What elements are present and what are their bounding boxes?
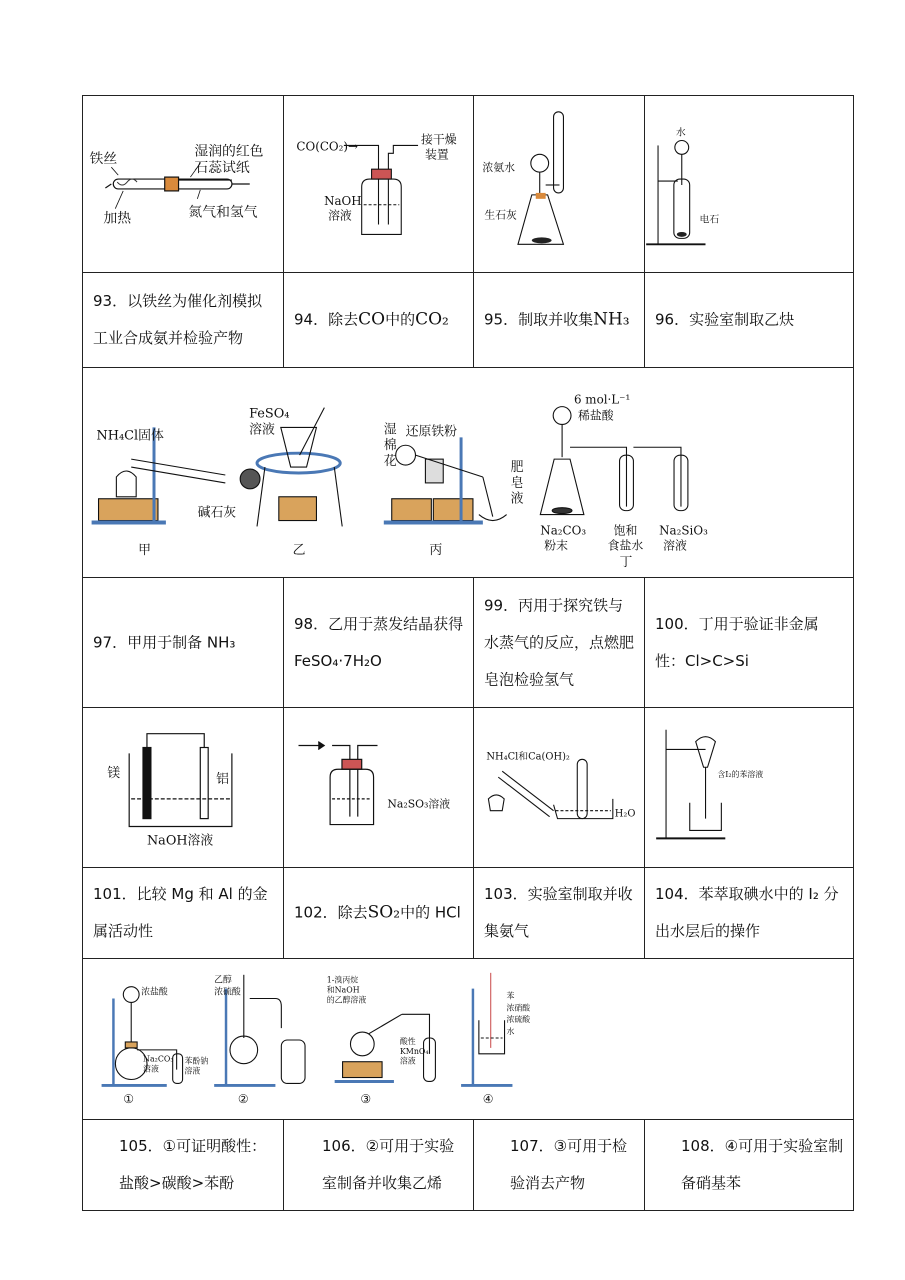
label-litmus-1: 湿润的红色 [194, 143, 264, 160]
figure-94-cell [284, 96, 474, 272]
caption-text: ④可用于实验室制备硝基苯 [681, 1137, 844, 1192]
caption-1: ① [123, 1092, 134, 1107]
label-na2sio3-2: 溶液 [663, 538, 687, 553]
label-brine-1: 饱和 [613, 523, 638, 538]
caption-yi: 乙 [292, 543, 306, 559]
label-magnesium: 镁 [107, 766, 121, 782]
caption-4: ④ [482, 1092, 494, 1107]
caption-text: 比较 Mg 和 Al 的金属活动性 [93, 885, 268, 940]
experiment-table [82, 95, 854, 1211]
caption-98-cell [284, 578, 474, 707]
label-conc-hcl: 浓盐酸 [141, 987, 168, 998]
caption-text: 中的 HCl [400, 903, 461, 922]
label-dry-device-1: 接干燥 [421, 132, 457, 147]
item-number: 96． [655, 310, 690, 329]
figure-row-3 [82, 707, 854, 868]
label-brine-2: 食盐水 [607, 538, 644, 553]
caption-row-2 [82, 577, 854, 708]
apparatus-bing [384, 437, 507, 522]
caption-ding: 丁 [619, 555, 633, 571]
caption-text: 实验室制取乙炔 [689, 310, 795, 329]
item-number: 97． [93, 633, 128, 651]
label-benzene: 苯 [506, 991, 515, 1001]
figure-101-cell [83, 708, 284, 867]
figure-103 [474, 708, 644, 867]
item-number: 106． [322, 1137, 366, 1155]
label-na2sio3-1: Na₂SiO₃ [659, 523, 708, 538]
caption-98 [294, 606, 465, 680]
caption-101-cell [83, 868, 284, 958]
caption-102 [294, 895, 465, 932]
caption-104 [655, 876, 845, 950]
caption-107-cell [474, 1120, 645, 1210]
caption-103 [484, 876, 636, 950]
label-wet-3: 花 [383, 454, 397, 470]
label-co-input: CO(CO₂)→ [296, 139, 358, 154]
caption-93 [93, 283, 275, 357]
item-number: 108． [681, 1137, 725, 1155]
caption-93-cell [83, 273, 284, 367]
label-acid-1: 6 mol·L⁻¹ [573, 392, 631, 407]
label-naoh-1: NaOH [324, 193, 362, 208]
label-water: 水 [675, 127, 686, 139]
label-na2co3-sol-2: 溶液 [143, 1064, 159, 1074]
caption-99-cell [474, 578, 645, 707]
item-number: 103． [484, 885, 528, 903]
label-iron-wire: 铁丝 [89, 151, 118, 168]
label-acid-2: 稀盐酸 [577, 408, 614, 423]
caption-97 [93, 624, 275, 661]
caption-text: 甲用于制备 NH₃ [127, 633, 236, 651]
caption-text: ②可用于实验室制备并收集乙烯 [322, 1137, 455, 1192]
item-number: 94． [294, 310, 329, 329]
caption-108 [681, 1128, 845, 1202]
label-calcium-carbide: 电石 [699, 214, 720, 226]
label-na2co3-1: Na₂CO₃ [540, 523, 587, 538]
label-soap-2: 皂 [510, 475, 524, 491]
label-conc-h2so4: 浓硫酸 [214, 987, 241, 998]
label-water-4: 水 [506, 1027, 515, 1037]
caption-formula-co2: CO₂ [415, 309, 449, 330]
label-naoh-2: 溶液 [328, 208, 352, 223]
label-iron-powder: 还原铁粉 [405, 424, 458, 440]
caption-bing: 丙 [429, 543, 443, 559]
caption-text: 中的 [385, 310, 416, 329]
caption-row-3 [82, 867, 854, 959]
item-number: 93． [93, 292, 128, 310]
figure-104 [645, 708, 853, 867]
item-number: 102． [294, 903, 338, 922]
label-bromopropane-1: 1-溴丙烷 [326, 975, 359, 985]
figure-102 [284, 708, 473, 867]
figure-101 [83, 708, 283, 867]
label-soda-lime: 碱石灰 [197, 505, 237, 521]
item-number: 100． [655, 614, 699, 633]
label-na2co3-2: 粉末 [544, 538, 569, 553]
label-heat: 加热 [103, 210, 132, 227]
label-iodine-benzene: 含I₂的苯溶液 [717, 770, 764, 780]
caption-95-cell [474, 273, 645, 367]
label-gas: 氮气和氢气 [188, 204, 258, 221]
caption-106 [322, 1128, 465, 1202]
caption-text: 实验室制取并收集氨气 [484, 885, 633, 940]
label-h2o: H₂O [614, 808, 636, 820]
apparatus-1 [102, 987, 183, 1086]
label-phenoxide-1: 苯酚钠 [184, 1056, 209, 1066]
figure-row-1 [82, 95, 854, 273]
figure-93 [83, 96, 283, 272]
label-dry-device-2: 装置 [424, 147, 449, 162]
caption-row-1 [82, 272, 854, 368]
caption-text: 乙用于蒸发结晶获得 FeSO₄·7H₂O [294, 614, 464, 670]
label-soap-1: 肥 [510, 460, 524, 476]
label-wet-2: 棉 [383, 438, 397, 454]
label-nh4cl: NH₄Cl固体 [96, 428, 164, 444]
item-number: 107． [510, 1137, 554, 1155]
figure-1-4 [83, 959, 853, 1119]
caption-3: ③ [360, 1092, 371, 1107]
caption-text: ①可证明酸性：盐酸>碳酸>苯酚 [119, 1137, 267, 1192]
label-wet-1: 湿 [383, 422, 397, 438]
item-number: 95． [484, 310, 519, 329]
caption-107 [510, 1128, 636, 1202]
label-conc-h2so4-2: 浓硫酸 [506, 1015, 531, 1025]
caption-2: ② [237, 1092, 249, 1107]
caption-95 [484, 302, 636, 339]
caption-jia: 甲 [138, 543, 152, 559]
label-bromopropane-2: 和NaOH [326, 985, 360, 995]
item-number: 105． [119, 1137, 163, 1155]
label-na2co3-sol-1: Na₂CO₃ [143, 1054, 174, 1064]
label-naoh-solution: NaOH溶液 [146, 833, 214, 849]
caption-text: 除去 [337, 903, 368, 922]
caption-text: 丁用于验证非金属性：Cl>C>Si [655, 614, 819, 670]
caption-103-cell [474, 868, 645, 958]
figure-95 [474, 96, 644, 272]
caption-100-cell [645, 578, 853, 707]
label-quicklime: 生石灰 [484, 208, 517, 222]
caption-105-cell [83, 1120, 284, 1210]
figure-96-cell [645, 96, 853, 272]
label-conc-hno3: 浓硝酸 [506, 1003, 531, 1013]
figure-102-cell [284, 708, 474, 867]
label-feso4-2: 溶液 [249, 422, 275, 438]
caption-105 [119, 1128, 275, 1202]
caption-108-cell [645, 1120, 853, 1210]
figure-row-4 [82, 958, 854, 1120]
label-feso4-1: FeSO₄ [249, 406, 290, 422]
label-nh4cl-caoh2: NH₄Cl和Ca(OH)₂ [486, 751, 570, 763]
caption-formula-nh3: NH₃ [593, 309, 630, 330]
figure-row-2 [82, 367, 854, 578]
caption-106-cell [284, 1120, 474, 1210]
caption-94 [294, 302, 465, 339]
label-kmno4-3: 溶液 [399, 1056, 416, 1066]
label-phenoxide-2: 溶液 [184, 1066, 201, 1076]
label-soap-3: 液 [510, 491, 524, 507]
caption-text: 除去 [328, 310, 359, 329]
caption-96 [655, 302, 845, 339]
caption-text: 丙用于探究铁与水蒸气的反应，点燃肥皂泡检验氢气 [484, 596, 635, 688]
label-litmus-2: 石蕊试纸 [194, 160, 250, 177]
item-number: 99． [484, 596, 519, 614]
caption-text: 苯萃取碘水中的 I₂ 分出水层后的操作 [655, 885, 839, 940]
figure-104-cell [645, 708, 853, 867]
item-number: 101． [93, 885, 137, 903]
figure-103-cell [474, 708, 645, 867]
caption-102-cell [284, 868, 474, 958]
caption-text: ③可用于检验消去产物 [510, 1137, 628, 1192]
label-kmno4-2: KMnO₄ [399, 1046, 429, 1056]
caption-104-cell [645, 868, 853, 958]
caption-100 [655, 606, 845, 680]
label-aluminum: 铝 [216, 772, 229, 788]
apparatus-ding [540, 407, 688, 515]
label-kmno4-1: 酸性 [399, 1036, 416, 1046]
item-number: 104． [655, 885, 699, 903]
label-na2so3: Na₂SO₃溶液 [387, 797, 451, 811]
label-bromopropane-3: 的乙醇溶液 [326, 995, 367, 1005]
figure-94 [284, 96, 473, 272]
figure-96 [645, 96, 853, 272]
apparatus-4 [461, 973, 512, 1086]
caption-97-cell [83, 578, 284, 707]
item-number: 98． [294, 614, 329, 633]
caption-99 [484, 587, 636, 698]
figure-93-cell [83, 96, 284, 272]
label-ammonia-water: 浓氨水 [482, 161, 515, 175]
caption-101 [93, 876, 275, 950]
caption-94-cell [284, 273, 474, 367]
label-ethanol: 乙醇 [214, 975, 232, 986]
caption-row-4 [82, 1119, 854, 1211]
caption-formula-co: CO [358, 309, 386, 330]
caption-text: 以铁丝为催化剂模拟工业合成氨并检验产物 [93, 292, 263, 347]
caption-text: 制取并收集 [518, 310, 594, 329]
caption-formula-so2: SO₂ [367, 902, 401, 923]
figure-jia-yi-bing-ding [83, 368, 853, 577]
caption-96-cell [645, 273, 853, 367]
figure-95-cell [474, 96, 645, 272]
